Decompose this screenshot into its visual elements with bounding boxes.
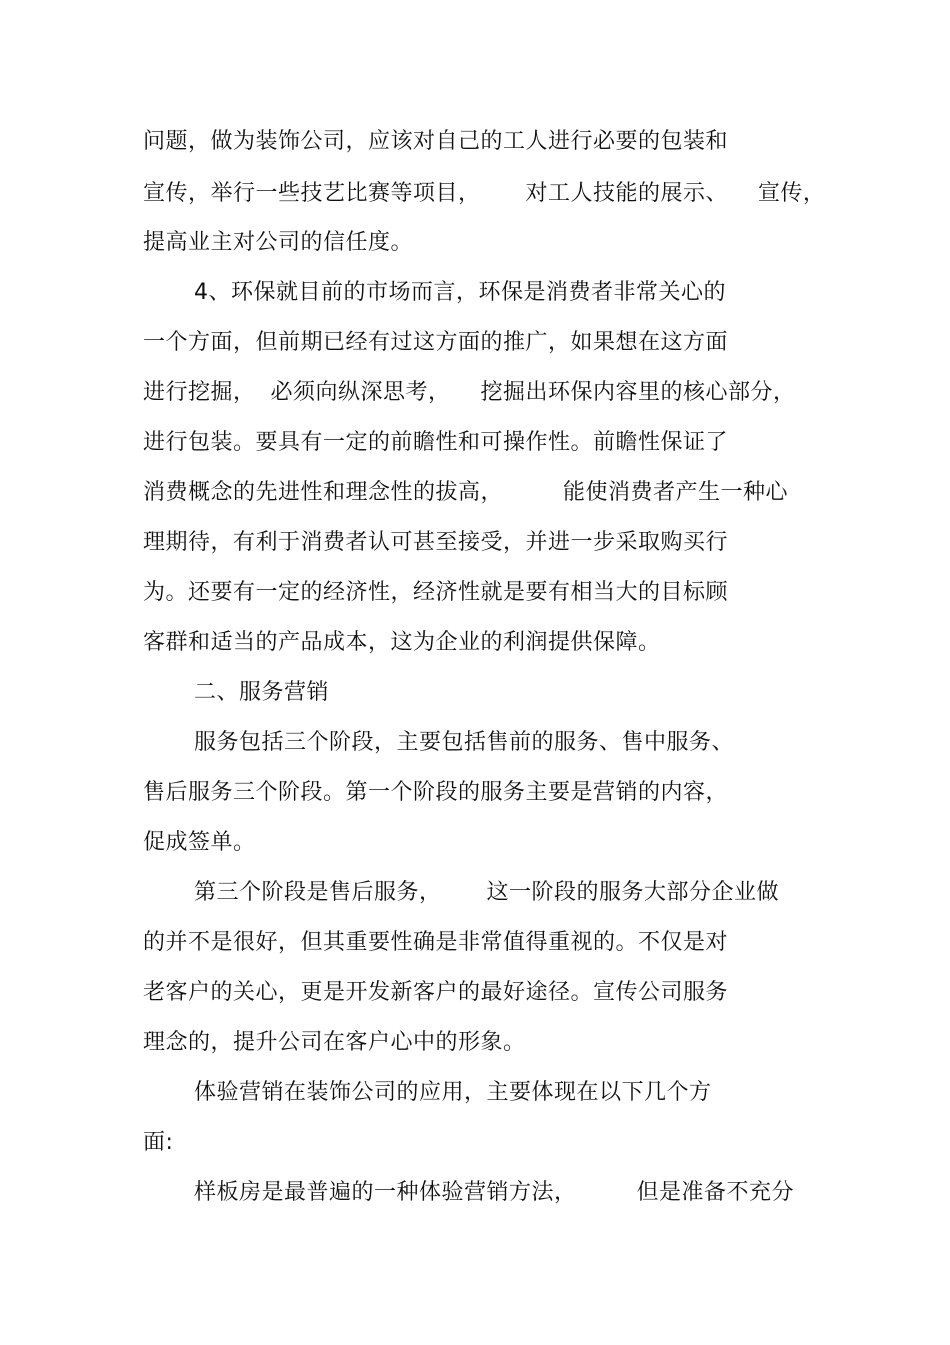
paragraph-line-16: 第三个阶段是售后服务， 这一阶段的服务大部分企业做 xyxy=(194,880,779,905)
paragraph-line-18: 老客户的关心，更是开发新客户的最好途径。宣传公司服务 xyxy=(143,980,729,1005)
paragraph-line-14: 售后服务三个阶段。第一个阶段的服务主要是营销的内容， xyxy=(143,780,729,805)
paragraph-line-20: 体验营销在装饰公司的应用，主要体现在以下几个方 xyxy=(194,1080,712,1105)
paragraph-line-17: 的并不是很好，但其重要性确是非常值得重视的。不仅是对 xyxy=(143,930,729,955)
paragraph-line-11: 客群和适当的产品成本，这为企业的利润提供保障。 xyxy=(143,630,661,655)
paragraph-line-13: 服务包括三个阶段，主要包括售前的服务、售中服务、 xyxy=(194,730,735,755)
section-heading: 二、服务营销 xyxy=(194,680,330,705)
paragraph-line-9: 理期待，有利于消费者认可甚至接受，并进一步采取购买行 xyxy=(143,530,729,555)
paragraph-line-5: 一个方面，但前期已经有过这方面的推广，如果想在这方面 xyxy=(143,330,729,355)
paragraph-line-8: 消费概念的先进性和理念性的拔高， 能使消费者产生一种心 xyxy=(143,480,788,505)
paragraph-line-10: 为。还要有一定的经济性，经济性就是要有相当大的目标顾 xyxy=(143,580,729,605)
paragraph-line-22: 样板房是最普遍的一种体验营销方法， 但是准备不充分 xyxy=(194,1180,794,1205)
paragraph-line-6: 进行挖掘， 必须向纵深思考， 挖掘出环保内容里的核心部分， xyxy=(143,380,796,405)
paragraph-line-4: 4、环保就目前的市场而言，环保是消费者非常关心的 xyxy=(194,280,726,305)
paragraph-line-1: 问题，做为装饰公司，应该对自己的工人进行必要的包装和 xyxy=(143,129,729,154)
paragraph-line-3: 提高业主对公司的信任度。 xyxy=(143,230,414,255)
paragraph-line-21: 面: xyxy=(143,1130,174,1155)
paragraph-line-2: 宣传，举行一些技艺比赛等项目， 对工人技能的展示、 宣传， xyxy=(143,181,826,206)
paragraph-line-7: 进行包装。要具有一定的前瞻性和可操作性。前瞻性保证了 xyxy=(143,430,729,455)
paragraph-line-19: 理念的，提升公司在客户心中的形象。 xyxy=(143,1030,526,1055)
paragraph-line-15: 促成签单。 xyxy=(143,830,256,855)
